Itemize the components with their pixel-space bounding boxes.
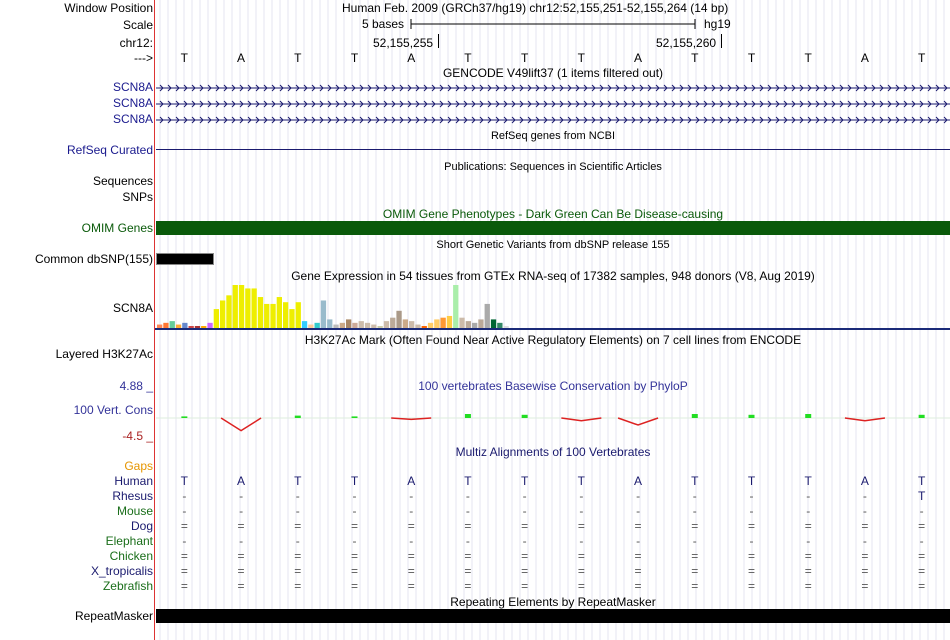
alignment-base: T <box>747 474 756 488</box>
refseq-title[interactable]: RefSeq genes from NCBI <box>490 130 616 142</box>
alignment-base: - <box>239 534 244 548</box>
alignment-base: = <box>918 564 926 578</box>
alignment-base: = <box>691 564 699 578</box>
dbsnp-title[interactable]: Short Genetic Variants from dbSNP release 155 <box>436 239 670 251</box>
alignment-base: = <box>691 579 699 593</box>
alignment-base: - <box>862 534 867 548</box>
base-letter: T <box>180 51 189 65</box>
gtex-tissue-bar <box>258 297 263 328</box>
alignment-base: - <box>749 489 754 503</box>
alignment-base: - <box>182 504 187 518</box>
gtex-tissue-bar <box>434 319 439 328</box>
base-letter: T <box>520 51 529 65</box>
alignment-base: - <box>239 504 244 518</box>
alignment-base: - <box>749 534 754 548</box>
gtex-tissue-bar <box>296 302 301 328</box>
alignment-base: - <box>182 534 187 548</box>
gencode-gene-label-2[interactable]: SCN8A <box>112 96 153 110</box>
gtex-bar-chart[interactable] <box>156 284 950 329</box>
gencode-gene-label-1[interactable]: SCN8A <box>112 80 153 94</box>
alignment-base: - <box>522 534 527 548</box>
alignment-base: - <box>862 489 867 503</box>
multiz-species-label[interactable]: Elephant <box>105 534 153 548</box>
gtex-tissue-bar <box>289 309 294 328</box>
label-divider <box>154 0 155 640</box>
alignment-base: = <box>861 564 869 578</box>
alignment-base: = <box>804 519 812 533</box>
phylop-score-mark <box>465 414 471 418</box>
alignment-base: = <box>691 549 699 563</box>
alignment-base: - <box>636 534 641 548</box>
phylop-score-mark <box>181 416 187 418</box>
publications-snps-label[interactable]: SNPs <box>122 190 153 204</box>
alignment-base: = <box>804 549 812 563</box>
dbsnp-label[interactable]: Common dbSNP(155) <box>34 252 153 266</box>
alignment-base: = <box>407 564 415 578</box>
gtex-tissue-bar <box>214 309 219 328</box>
h3k27ac-label[interactable]: Layered H3K27Ac <box>55 347 153 361</box>
gtex-tissue-bar <box>453 285 458 328</box>
gtex-tissue-bar <box>459 318 464 328</box>
alignment-base: = <box>237 519 245 533</box>
alignment-base: - <box>465 489 470 503</box>
alignment-base: - <box>352 504 357 518</box>
phylop-score-mark <box>295 416 301 418</box>
refseq-gene-line[interactable] <box>156 149 950 150</box>
alignment-base: = <box>464 564 472 578</box>
alignment-base: = <box>521 519 529 533</box>
alignment-base: - <box>409 504 414 518</box>
phylop-score-mark <box>522 415 528 418</box>
alignment-base: T <box>917 474 926 488</box>
alignment-base: = <box>918 579 926 593</box>
alignment-base: = <box>634 564 642 578</box>
gtex-tissue-bar <box>478 319 483 328</box>
alignment-base: = <box>634 579 642 593</box>
multiz-species-label[interactable]: Rhesus <box>112 489 153 503</box>
gtex-tissue-bar <box>277 297 282 328</box>
scale-label: Scale <box>122 18 153 32</box>
alignment-base: A <box>237 474 246 488</box>
alignment-base: A <box>860 474 869 488</box>
scale-bar <box>410 17 700 31</box>
gtex-label[interactable]: SCN8A <box>112 301 153 315</box>
phylop-score-mark <box>919 415 925 418</box>
multiz-species-label[interactable]: Dog <box>130 519 153 533</box>
base-letter: T <box>691 51 699 65</box>
chrom-label: chr12: <box>119 36 153 50</box>
alignment-base: = <box>180 519 188 533</box>
alignment-base: = <box>237 549 245 563</box>
alignment-base: - <box>692 489 697 503</box>
alignment-base: T <box>577 474 586 488</box>
alignment-base: = <box>747 549 755 563</box>
alignment-base: = <box>918 549 926 563</box>
phylop-title[interactable]: 100 vertebrates Basewise Conservation by PhyloP <box>418 379 688 393</box>
base-letter: T <box>747 51 756 65</box>
base-letter: T <box>804 51 812 65</box>
phylop-label[interactable]: 100 Vert. Cons <box>73 403 153 417</box>
gtex-tissue-bar <box>226 295 231 328</box>
alignment-base: = <box>521 549 529 563</box>
track-separator <box>155 328 950 330</box>
alignment-base: - <box>806 534 811 548</box>
gtex-tissue-bar <box>321 300 326 328</box>
coord-right: 52,155,260 <box>656 36 717 50</box>
omim-title[interactable]: OMIM Gene Phenotypes - Dark Green Can Be Disease-causing <box>382 207 724 221</box>
alignment-base: - <box>636 504 641 518</box>
alignment-base: = <box>294 579 302 593</box>
alignment-base: = <box>804 564 812 578</box>
phylop-max-label: 4.88 _ <box>119 379 153 393</box>
gtex-tissue-bar <box>466 321 471 328</box>
gtex-tissue-bar <box>270 304 275 328</box>
gtex-tissue-bar <box>233 285 238 328</box>
alignment-base: T <box>294 474 302 488</box>
gtex-tissue-bar <box>491 319 496 328</box>
alignment-base: = <box>577 564 585 578</box>
publications-title[interactable]: Publications: Sequences in Scientific Articles <box>444 161 662 173</box>
coord-left: 52,155,255 <box>373 36 434 50</box>
multiz-species-label[interactable]: Chicken <box>109 549 153 563</box>
phylop-score-mark <box>618 418 658 425</box>
h3k27ac-title[interactable]: H3K27Ac Mark (Often Found Near Active Regulatory Elements) on 7 cell lines from ENCODE <box>304 333 802 347</box>
alignment-base: - <box>692 534 697 548</box>
alignment-base: - <box>295 534 300 548</box>
phylop-score-mark <box>749 415 755 418</box>
alignment-base: = <box>464 579 472 593</box>
alignment-base: = <box>747 579 755 593</box>
coord-right-tick <box>721 34 722 48</box>
gencode-title[interactable]: GENCODE V49lift37 (1 items filtered out) <box>442 66 664 80</box>
multiz-species-label[interactable]: Mouse <box>116 504 153 518</box>
gencode-transcripts[interactable] <box>156 82 950 126</box>
alignment-base: - <box>522 504 527 518</box>
phylop-score-mark <box>692 414 698 418</box>
base-letter: A <box>407 51 416 65</box>
alignment-base: = <box>407 549 415 563</box>
gtex-tissue-bar <box>346 319 351 328</box>
alignment-base: = <box>407 519 415 533</box>
window-position-value: Human Feb. 2009 (GRCh37/hg19) chr12:52,155,251-52,155,264 (14 bp) <box>342 1 729 15</box>
alignment-base: = <box>577 549 585 563</box>
omim-label[interactable]: OMIM Genes <box>81 221 153 235</box>
omim-gene-bar[interactable] <box>156 221 950 235</box>
alignment-base: T <box>350 474 359 488</box>
alignment-base: = <box>747 564 755 578</box>
alignment-base: T <box>520 474 529 488</box>
alignment-base: = <box>634 519 642 533</box>
alignment-base: - <box>692 504 697 518</box>
alignment-base: - <box>352 534 357 548</box>
scale-assembly: hg19 <box>704 17 731 31</box>
alignment-base: - <box>465 504 470 518</box>
gtex-tissue-bar <box>302 321 307 328</box>
base-letter: T <box>350 51 359 65</box>
base-letter: T <box>294 51 302 65</box>
multiz-title[interactable]: Multiz Alignments of 100 Vertebrates <box>455 445 651 459</box>
alignment-base: - <box>465 534 470 548</box>
alignment-base: = <box>407 579 415 593</box>
alignment-base: = <box>180 549 188 563</box>
alignment-base: - <box>806 489 811 503</box>
gtex-tissue-bar <box>390 318 395 328</box>
alignment-base: = <box>521 564 529 578</box>
gtex-tissue-bar <box>327 319 332 328</box>
multiz-species-label[interactable]: Human <box>114 474 153 488</box>
gtex-tissue-bar <box>447 316 452 328</box>
alignment-base: = <box>350 564 358 578</box>
coord-left-tick <box>438 34 439 48</box>
window-position-label: Window Position <box>64 1 153 15</box>
alignment-base: = <box>634 549 642 563</box>
gtex-tissue-bar <box>264 304 269 328</box>
strand-label: ---> <box>134 51 153 65</box>
gencode-gene-label-3[interactable]: SCN8A <box>112 112 153 126</box>
alignment-base: - <box>749 504 754 518</box>
phylop-min-label: -4.5 _ <box>122 429 153 443</box>
alignment-base: = <box>350 549 358 563</box>
alignment-base: = <box>350 519 358 533</box>
alignment-base: - <box>919 534 924 548</box>
alignment-base: = <box>464 549 472 563</box>
alignment-base: - <box>182 489 187 503</box>
multiz-gaps-label: Gaps <box>124 459 153 473</box>
alignment-base: = <box>294 549 302 563</box>
phylop-score-mark <box>352 416 358 418</box>
alignment-base: = <box>861 519 869 533</box>
publications-sequences-label[interactable]: Sequences <box>92 174 153 188</box>
gtex-tissue-bar <box>359 321 364 328</box>
gtex-tissue-bar <box>283 302 288 328</box>
gtex-tissue-bar <box>252 288 257 328</box>
alignment-base: = <box>237 564 245 578</box>
alignment-base: = <box>180 564 188 578</box>
repeatmasker-title[interactable]: Repeating Elements by RepeatMasker <box>450 595 656 609</box>
alignment-base: = <box>804 579 812 593</box>
alignment-base: - <box>579 489 584 503</box>
alignment-base: = <box>918 519 926 533</box>
gtex-tissue-bar <box>384 321 389 328</box>
gtex-tissue-bar <box>170 321 175 328</box>
scale-value: 5 bases <box>362 17 405 31</box>
alignment-base: = <box>691 519 699 533</box>
alignment-base: T <box>691 474 699 488</box>
alignment-base: = <box>861 579 869 593</box>
gtex-tissue-bar <box>485 304 490 328</box>
alignment-base: - <box>579 504 584 518</box>
multiz-species-label[interactable]: X_tropicalis <box>90 564 153 578</box>
gtex-tissue-bar <box>396 311 401 328</box>
alignment-base: A <box>407 474 416 488</box>
base-letter: A <box>237 51 246 65</box>
repeatmasker-bar[interactable] <box>156 609 950 623</box>
alignment-base: - <box>239 489 244 503</box>
gtex-tissue-bar <box>441 318 446 328</box>
alignment-base: = <box>521 579 529 593</box>
alignment-base: = <box>861 549 869 563</box>
alignment-base: - <box>295 489 300 503</box>
alignment-base: T <box>180 474 189 488</box>
alignment-base: - <box>579 534 584 548</box>
base-letter: T <box>917 51 926 65</box>
alignment-base: = <box>747 519 755 533</box>
gtex-title[interactable]: Gene Expression in 54 tissues from GTEx RNA-seq of 17382 samples, 948 donors (V8, Aug 2019) <box>291 269 815 283</box>
base-letter: T <box>577 51 586 65</box>
alignment-base: = <box>577 519 585 533</box>
phylop-score-plot[interactable] <box>156 396 950 440</box>
alignment-base: = <box>577 579 585 593</box>
alignment-base: A <box>634 474 643 488</box>
alignment-base: = <box>294 519 302 533</box>
gtex-tissue-bar <box>409 321 414 328</box>
alignment-base: - <box>409 534 414 548</box>
gtex-tissue-bar <box>239 285 244 328</box>
alignment-base: T <box>804 474 812 488</box>
dbsnp-variant-bar[interactable] <box>156 253 214 265</box>
alignment-base: - <box>806 504 811 518</box>
alignment-base: - <box>522 489 527 503</box>
base-letter: A <box>634 51 643 65</box>
alignment-base: - <box>409 489 414 503</box>
phylop-score-mark <box>805 414 811 418</box>
refseq-label[interactable]: RefSeq Curated <box>66 143 153 157</box>
phylop-score-mark <box>221 418 261 431</box>
alignment-base: = <box>350 579 358 593</box>
alignment-base: = <box>180 579 188 593</box>
alignment-base: = <box>294 564 302 578</box>
alignment-base: T <box>464 474 472 488</box>
alignment-base: - <box>636 489 641 503</box>
repeatmasker-label[interactable]: RepeatMasker <box>74 609 153 623</box>
base-letter: T <box>464 51 472 65</box>
alignment-base: - <box>919 504 924 518</box>
base-letter: A <box>860 51 869 65</box>
multiz-species-label[interactable]: Zebrafish <box>102 579 153 593</box>
alignment-base: T <box>917 489 926 503</box>
alignment-base: = <box>464 519 472 533</box>
alignment-base: - <box>862 504 867 518</box>
gtex-tissue-bar <box>245 288 250 328</box>
alignment-base: = <box>237 579 245 593</box>
gtex-tissue-bar <box>403 319 408 328</box>
alignment-base: - <box>352 489 357 503</box>
alignment-base: - <box>295 504 300 518</box>
gtex-tissue-bar <box>220 300 225 328</box>
